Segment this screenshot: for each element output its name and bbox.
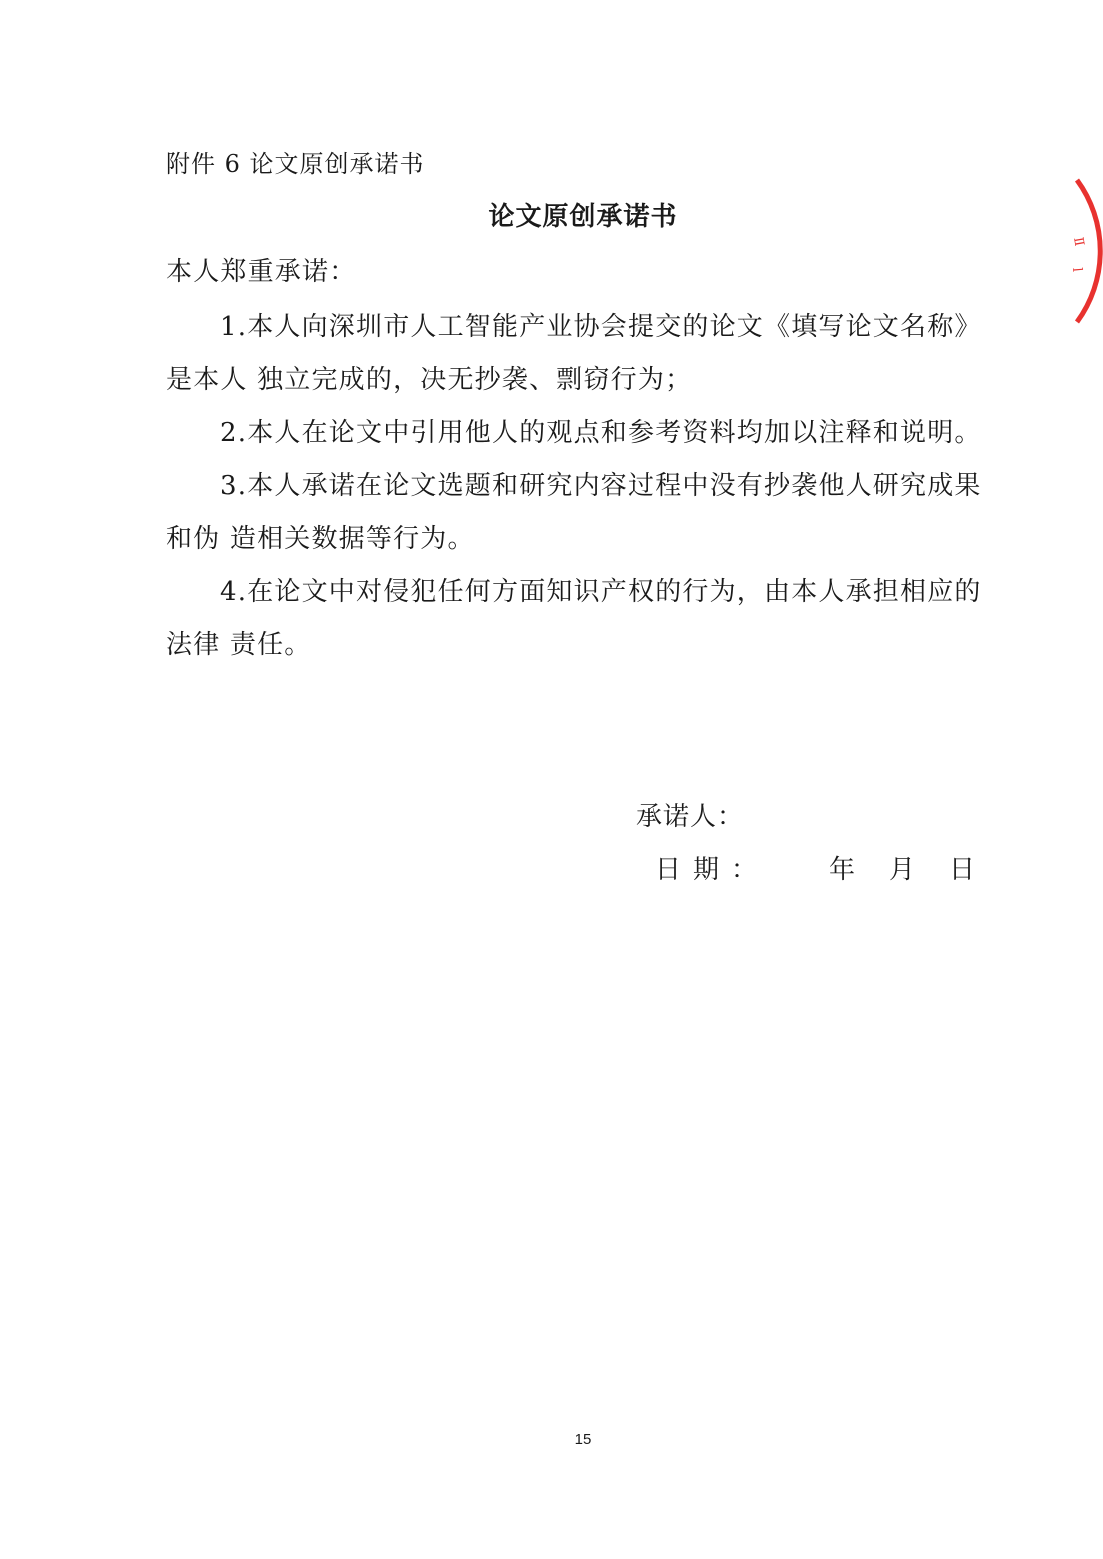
pledge-clause-1: 1.本人向深圳市人工智能产业协会提交的论文《填写论文名称》是本人 独立完成的，决无抄袭、剽窃行为；: [166, 312, 982, 395]
pledge-clause-2: 2.本人在论文中引用他人的观点和参考资料均加以注释和说明。: [220, 418, 982, 448]
pledge-clause-3: 3.本人承诺在论文选题和研究内容过程中没有抄袭他人研究成果和伪 造相关数据等行为。: [166, 471, 982, 554]
attachment-label: 附件 6 论文原创承诺书: [166, 150, 425, 178]
date-day-label: 日: [949, 855, 976, 885]
date-month-label: 月: [889, 855, 916, 885]
seal-icon: [1060, 176, 1103, 326]
svg-text:l: l: [1069, 267, 1085, 273]
official-seal-fragment: [1060, 176, 1103, 326]
svg-text:Ⅱ: Ⅱ: [1070, 236, 1087, 248]
document-title: 论文原创承诺书: [488, 202, 678, 232]
page-number: 15: [574, 1431, 592, 1448]
pledge-clause-4: 4.在论文中对侵犯任何方面知识产权的行为，由本人承担相应的法律 责任。: [166, 577, 982, 660]
pledge-clauses: [166, 301, 984, 672]
date-year-label: 年: [829, 855, 856, 885]
date-row: [655, 851, 975, 889]
date-label: 日期：: [655, 855, 770, 885]
intro-line: 本人郑重承诺：: [166, 257, 357, 287]
signer-label: 承诺人：: [636, 802, 745, 832]
